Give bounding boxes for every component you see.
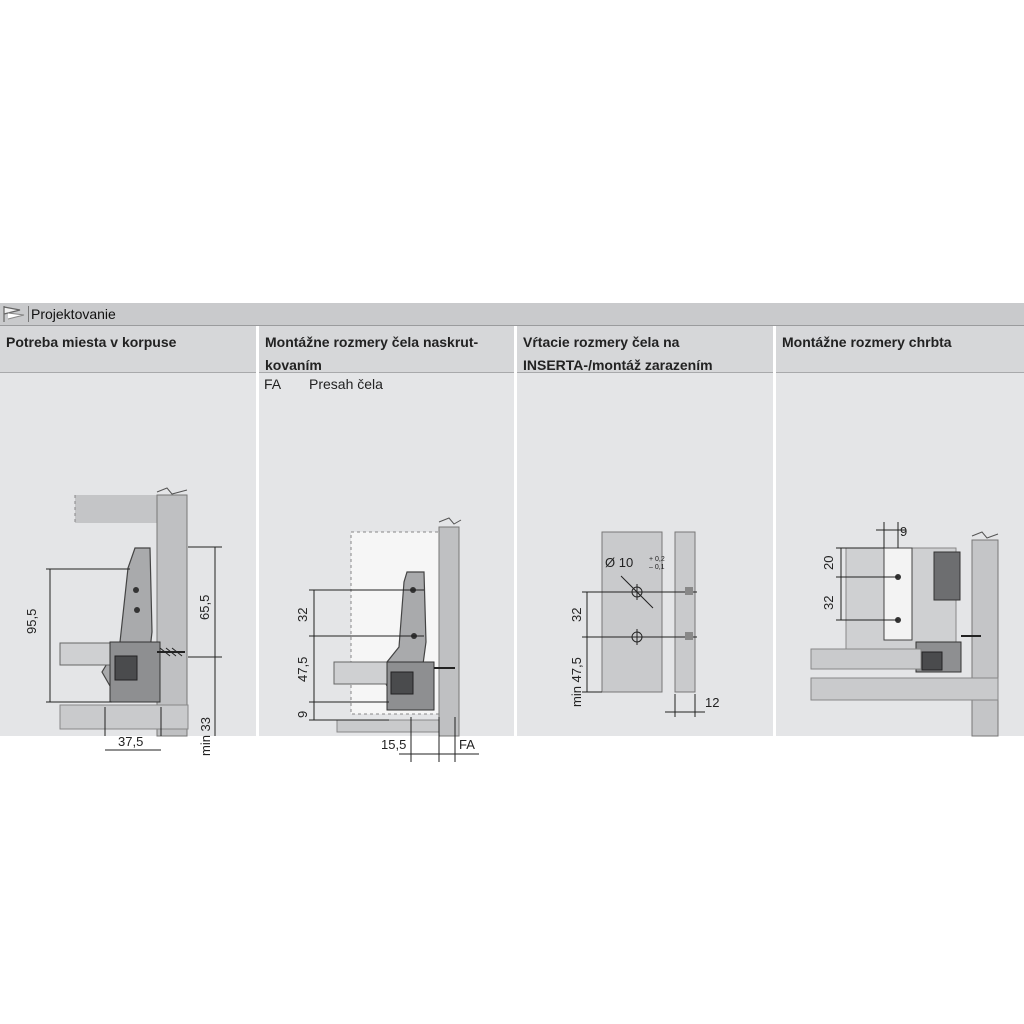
dim-32: 32 xyxy=(295,607,310,622)
dim-12: 12 xyxy=(705,695,720,710)
column-header xyxy=(776,326,1024,373)
column-header xyxy=(0,326,256,373)
section-title: Projektovanie xyxy=(28,306,116,322)
dim-37-5: 37,5 xyxy=(118,734,144,749)
column-divider xyxy=(773,326,776,736)
back-wall xyxy=(972,540,998,736)
lower-panel xyxy=(60,705,188,729)
dim-65-5: 65,5 xyxy=(197,594,212,620)
planning-panel xyxy=(0,303,1024,756)
dim-diameter: Ø 10 xyxy=(605,555,634,570)
column-heading: Montážne rozmery čela naskrut- kovaním xyxy=(265,334,479,373)
legend-code: FA xyxy=(264,376,282,392)
dim-47-5: 47,5 xyxy=(295,656,310,682)
tol-minus: – 0,1 xyxy=(649,564,665,571)
cabinet-space-diagram xyxy=(0,372,256,756)
column-heading: Montážne rozmery chrbta xyxy=(782,334,952,350)
dim-fa: FA xyxy=(459,737,475,752)
back-bracket xyxy=(884,548,912,640)
drawer-bottom xyxy=(60,643,110,665)
column-heading: Vŕtacie rozmery čela na INSERTA-/montáž zarazením xyxy=(523,334,713,373)
column-heading: Potreba miesta v korpuse xyxy=(6,334,177,350)
dim-95-5: 95,5 xyxy=(24,608,39,634)
column-header xyxy=(259,326,514,373)
column-divider xyxy=(256,326,259,736)
front-mounting-diagram xyxy=(259,372,514,752)
dim-20: 20 xyxy=(821,555,836,570)
column-front-mounting xyxy=(259,326,514,752)
bottom-panel xyxy=(811,678,998,700)
dim-32: 32 xyxy=(569,607,584,622)
section-header xyxy=(0,303,1024,326)
side-wall xyxy=(157,495,187,736)
tol-plus: + 0,2 xyxy=(649,556,665,563)
dim-32: 32 xyxy=(821,595,836,610)
dim-min-33: min 33 xyxy=(198,716,213,756)
dim-9: 9 xyxy=(900,524,908,539)
back-mounting-diagram xyxy=(776,372,1024,736)
column-drilling xyxy=(517,326,773,736)
column-divider xyxy=(514,326,517,736)
dim-min-47-5: min 47,5 xyxy=(569,657,584,707)
flag-icon xyxy=(2,305,26,323)
legend-text: Presah čela xyxy=(309,376,383,392)
dim-15-5: 15,5 xyxy=(381,737,407,752)
front-panel-edge xyxy=(675,532,695,692)
drilling-diagram xyxy=(517,372,773,736)
column-cabinet-space xyxy=(0,326,256,756)
upper-panel xyxy=(75,495,157,523)
front-panel xyxy=(439,527,459,736)
column-header xyxy=(517,326,773,373)
column-back-mounting xyxy=(776,326,1024,736)
dim-9: 9 xyxy=(295,710,310,718)
